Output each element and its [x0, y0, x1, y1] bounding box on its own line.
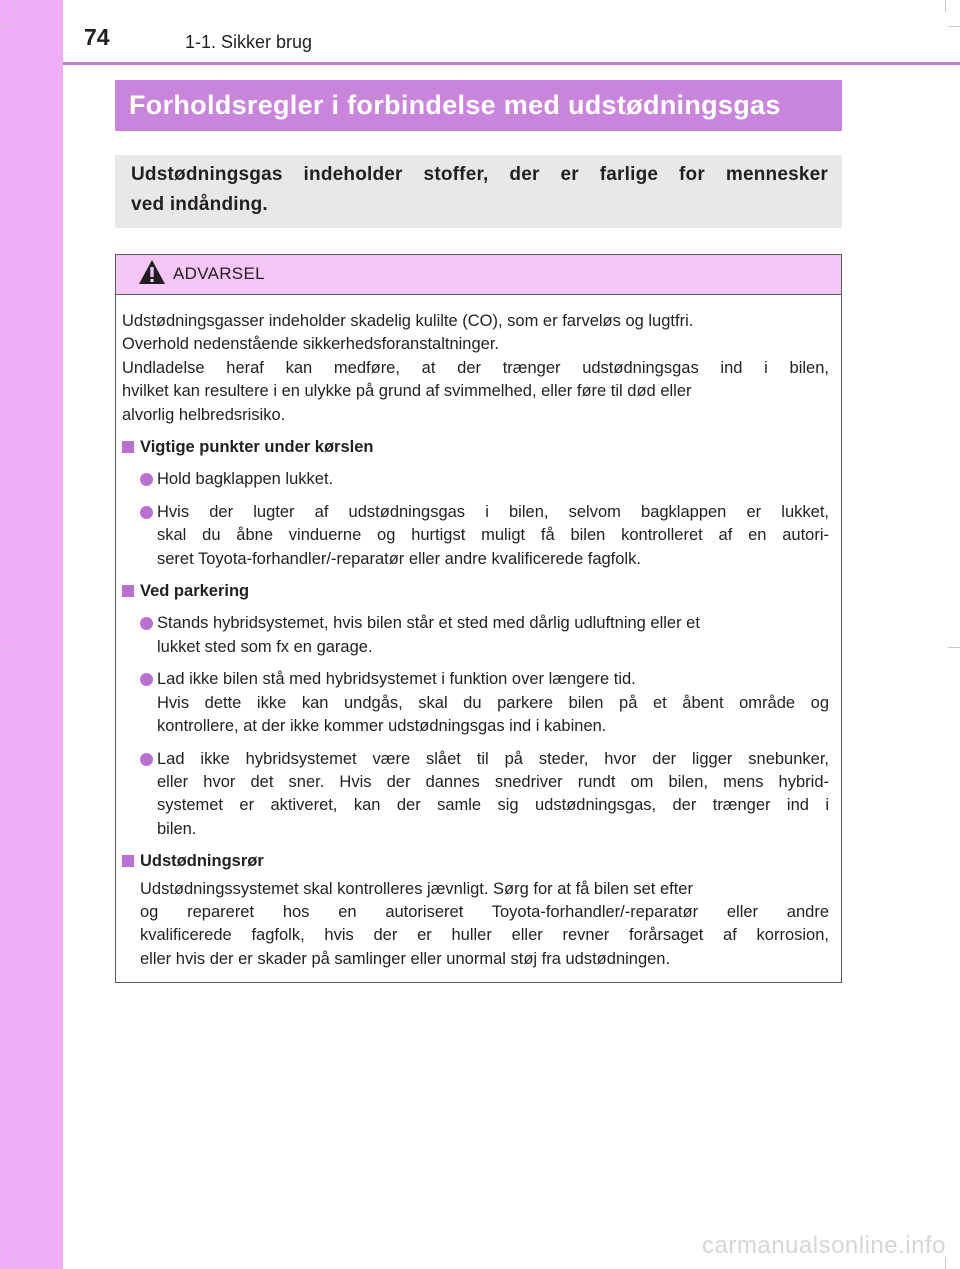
bullet-text	[157, 468, 829, 491]
section-heading-text: Ved parkering	[140, 582, 250, 601]
crop-mark	[14, 0, 15, 12]
side-color-band	[0, 0, 63, 1269]
square-bullet-icon	[122, 855, 134, 867]
bullet-item	[122, 748, 829, 842]
bullet-text	[157, 501, 829, 571]
text-line: og repareret hos en autoriseret Toyota-forhandler/-reparatør eller andre	[140, 902, 829, 921]
section-heading	[122, 580, 829, 603]
text-line: hvilket kan resultere i en ulykke på grund af svimmelhed, eller føre til død eller	[122, 382, 692, 401]
text-line: seret Toyota-forhandler/-reparatør eller andre kvalificerede fagfolk.	[157, 549, 641, 568]
bullet-item	[122, 468, 829, 491]
text-line: bilen.	[157, 819, 197, 838]
text-line: Stands hybridsystemet, hvis bilen står et sted med dårlig udluftning eller et	[157, 614, 700, 633]
warning-body	[116, 295, 841, 971]
section-heading-text: Udstødningsrør	[140, 852, 264, 871]
text-line: skal du åbne vinduerne og hurtigst muligt få bilen kontrolleret af en autori-	[157, 526, 829, 545]
section-heading-text: Vigtige punkter under kørslen	[140, 438, 374, 457]
crop-mark	[945, 0, 946, 12]
section-label: 1-1. Sikker brug	[185, 32, 313, 52]
text-line: Hvis der lugter af udstødningsgas i bilen, selvom bagklappen er lukket,	[157, 502, 829, 521]
text-line: alvorlig helbredsrisiko.	[122, 405, 286, 424]
text-line: Udstødningsgasser indeholder skadelig kulilte (CO), som er farveløs og lugtfri.	[122, 312, 694, 330]
intro-box	[115, 155, 842, 228]
text-line: lukket sted som fx en garage.	[157, 637, 373, 656]
text-line: Lad ikke bilen stå med hybridsystemet i funktion over længere tid.	[157, 670, 636, 689]
intro-line: ved indånding.	[131, 194, 268, 215]
bullet-item	[122, 668, 829, 738]
circle-bullet-icon	[140, 753, 153, 766]
text-line: systemet er aktiveret, kan der samle sig udstødningsgas, der trænger ind i	[157, 796, 829, 815]
text-line: Lad ikke hybridsystemet være slået til på steder, hvor der ligger snebunker,	[157, 749, 829, 768]
square-bullet-icon	[122, 585, 134, 597]
warning-triangle-icon	[138, 259, 166, 290]
page-title: Forholdsregler i forbindelse med udstødningsgas	[115, 80, 842, 131]
page-number: 74	[84, 24, 110, 50]
bullet-text	[157, 748, 829, 842]
text-line: Hvis dette ikke kan undgås, skal du parkere bilen på et åbent område og	[157, 693, 829, 712]
warning-intro	[122, 310, 829, 427]
text-line: kontrollere, at der ikke kommer udstødningsgas ind i kabinen.	[157, 717, 607, 736]
crop-mark	[0, 647, 12, 648]
text-line: eller hvis der er skader på samlinger eller unormal støj fra udstødningen.	[140, 949, 671, 968]
text-line: Overhold nedenstående sikkerhedsforanstaltninger.	[122, 335, 499, 354]
text-line: Undladelse heraf kan medføre, at der trænger udstødningsgas ind i bilen,	[122, 358, 829, 377]
circle-bullet-icon	[140, 673, 153, 686]
circle-bullet-icon	[140, 617, 153, 630]
circle-bullet-icon	[140, 506, 153, 519]
square-bullet-icon	[122, 441, 134, 453]
bullet-text	[157, 612, 829, 659]
bullet-item	[122, 612, 829, 659]
crop-mark	[948, 26, 960, 27]
circle-bullet-icon	[140, 473, 153, 486]
header-divider	[63, 62, 960, 65]
bullet-text	[157, 668, 829, 738]
text-line: eller hvor det sner. Hvis der dannes snedriver rundt om bilen, mens hybrid-	[157, 772, 829, 791]
text-line: kvalificerede fagfolk, hvis der er huller eller revner forårsaget af korrosion,	[140, 926, 829, 945]
bullet-item	[122, 501, 829, 571]
text-line: Udstødningssystemet skal kontrolleres jævnligt. Sørg for at få bilen set efter	[140, 879, 693, 898]
warning-box	[115, 254, 842, 983]
warning-header	[116, 255, 841, 295]
watermark: carmanualsonline.info	[702, 1232, 946, 1259]
section-paragraph	[122, 878, 829, 972]
crop-mark	[0, 26, 12, 27]
crop-mark	[948, 647, 960, 648]
section-heading	[122, 850, 829, 873]
crop-mark	[14, 1257, 15, 1269]
text-line: Hold bagklappen lukket.	[157, 470, 334, 489]
warning-title: ADVARSEL	[173, 264, 265, 283]
intro-line: Udstødningsgas indeholder stoffer, der er farlige for mennesker	[131, 164, 828, 185]
section-heading	[122, 436, 829, 459]
